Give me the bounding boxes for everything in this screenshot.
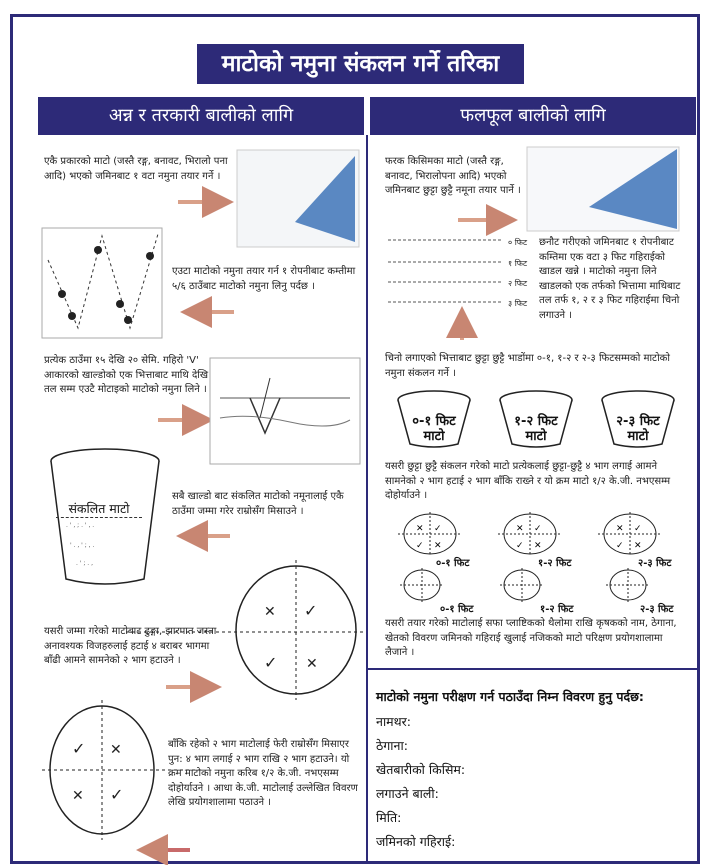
pot-label-0: ०-१ फिट माटो <box>412 414 456 444</box>
left-step-3-text: प्रत्येक ठाउँमा १५ देखि २० सेमि. गहिरो 'V' आकारको खाल्डोको एक भित्ताबाट माथि देखि तल सम्म एउटै मोटाइको माटोको नमुना लिने । <box>44 355 209 395</box>
soil-field-image <box>527 147 679 231</box>
left-arrow-icon <box>136 844 192 856</box>
quartered-soil-circle-icon <box>226 560 366 700</box>
right-arrow-icon <box>178 196 234 208</box>
soil-field-image <box>237 150 359 247</box>
right-step-2-text: छनौट गरीएको जमिनबाट १ रोपनीबाट कम्तिमा एक वटा ३ फिट गहिराईको खाडल खन्ने । माटोको नमुना लिने खाडलको एक तर्फको भित्तामा माथिबाट तल तर्फ १, २ र ३ फिट गहिराईमा चिनो लगाउने । <box>539 237 681 321</box>
right-arrow-icon <box>458 214 518 226</box>
svg-text:✕: ✕ <box>110 742 122 758</box>
left-step-5-text: यसरी जम्मा गरेको माटोबाट ढुङ्गा, झारपात जस्ता अनावश्यक विजहरुलाई हटाई ४ बराबर भागमा बाँढी आमने सामनेको २ भाग हटाउने । <box>44 626 217 666</box>
circle-label-1: १-२ फिट <box>540 604 574 615</box>
svg-text:✓: ✓ <box>304 601 318 620</box>
right-step-5-text: यसरी तयार गरेको माटोलाई सफा प्लाष्टिकको थैलोमा राखि कृषकको नाम, ठेगाना, खेतको विवरण जमिनको गहिराई खुलाई नजिकको माटो परिक्षण प्रयोगशालामा लैजाने । <box>385 618 677 658</box>
svg-text:✓: ✓ <box>416 541 424 551</box>
left-step-4-text: सबै खाल्डो बाट संकलित माटोको नमूनालाई एकै ठाउँमा जम्मा गरेर राम्रोसँग मिसाउने । <box>172 491 344 517</box>
quartered-circle-icon <box>498 512 562 556</box>
form-field-date: मिति: <box>376 810 402 825</box>
circle-label-0: ०-१ फिट <box>436 558 470 569</box>
svg-text:✓: ✓ <box>616 541 624 551</box>
svg-text:✓: ✓ <box>264 653 278 672</box>
svg-text:. ' , ; . ' , .: . ' , ; . ' , . <box>66 522 95 529</box>
quartered-soil-circle-icon <box>42 700 162 840</box>
svg-text:✕: ✕ <box>516 524 524 534</box>
svg-text:✓: ✓ <box>634 524 642 534</box>
depth-label-0: ० फिट <box>508 238 527 247</box>
form-divider <box>368 668 697 670</box>
left-step-6-text: बाँकि रहेको २ भाग माटोलाई फेरी राम्रोसँग मिसाएर पुन: ४ भाग लगाई २ भाग राखि २ भाग हटाउने। यो क्रम माटोको नमुना करिब १/२ के.जी. नभएसम्म दोहोर्याउने । आधा के.जी. माटोलाई उल्लेखित विवरण लेखि प्रयोगशालामा पठाउने । <box>168 739 358 808</box>
column-divider <box>366 135 368 862</box>
svg-text:✕: ✕ <box>534 541 542 551</box>
quartered-circle-icon <box>500 568 544 602</box>
quartered-circle-icon <box>598 512 662 556</box>
right-step-4-text: यसरी छुट्टा छुट्टै संकलन गरेको माटो प्रत्येकलाई छुट्टा-छुट्टै ४ भाग लगाई आमने सामनेको २ भाग हटाई २ भाग बाँकि राख्ने र यो क्रम माटो १/२ के.जी. नभएसम्म दोहोर्याउने । <box>385 461 671 501</box>
circle-label-0: ०-१ फिट <box>440 604 474 615</box>
form-field-depth: जमिनको गहिराई: <box>376 834 456 849</box>
svg-text:✕: ✕ <box>416 524 424 534</box>
quartered-circle-icon <box>606 568 650 602</box>
pit-depth-diagram <box>384 232 504 308</box>
form-field-crop: लगाउने बाली: <box>376 786 439 801</box>
svg-text:' . , ' ; , .: ' . , ' ; , . <box>70 542 95 549</box>
circle-label-2: २-३ फिट <box>638 558 672 569</box>
svg-text:✕: ✕ <box>616 524 624 534</box>
zigzag-sampling-icon <box>42 228 162 338</box>
svg-text:✕: ✕ <box>264 604 276 620</box>
right-step-1-text: फरक किसिमका माटो (जस्तै रङ्ग, बनावट, भिरालोपना आदि) भएको जमिनबाट छुट्टा छुट्टै नमूना तयार पार्ने । <box>385 156 521 196</box>
quartered-circle-icon <box>400 568 444 602</box>
left-step-1-text: एकै प्रकारको माटो (जस्तै रङ्ग, बनावट, भिरालो पना आदि) भएको जमिनबाट १ वटा नमुना तयार गर्ने । <box>44 156 228 182</box>
pot-label-1: १-२ फिट माटो <box>514 414 558 444</box>
svg-text:✓: ✓ <box>516 541 524 551</box>
circle-label-1: १-२ फिट <box>538 558 572 569</box>
depth-label-3: ३ फिट <box>508 299 527 308</box>
left-arrow-icon <box>180 306 236 318</box>
depth-label-2: २ फिट <box>508 279 527 288</box>
form-field-name: नामथर: <box>376 714 411 729</box>
pot-label-2: २-३ फिट माटो <box>616 414 660 444</box>
svg-text:✓: ✓ <box>72 739 86 758</box>
svg-text:✕: ✕ <box>306 656 318 672</box>
circle-label-2: २-३ फिट <box>640 604 674 615</box>
left-column-heading: अन्न र तरकारी बालीको लागि <box>38 97 364 135</box>
depth-label-1: १ फिट <box>508 259 527 268</box>
quartered-circle-icon <box>398 512 462 556</box>
svg-text:✓: ✓ <box>110 785 124 804</box>
left-arrow-icon <box>176 530 232 542</box>
svg-text:✓: ✓ <box>434 524 442 534</box>
form-heading: माटोको नमुना परीक्षण गर्न पठाउँदा निम्न विवरण हुनु पर्दछ: <box>376 689 644 704</box>
right-step-3-text: चिनो लगाएको भित्ताबाट छुट्टा छुट्टै भाडोंमा ०-१, १-२ र २-३ फिटसम्मको माटोको नमुना संकलन गर्ने । <box>385 353 670 379</box>
v-pit-sketch-image <box>210 358 360 464</box>
form-field-address: ठेगाना: <box>376 738 408 753</box>
svg-text:. ' ; . ,: . ' ; . , <box>76 560 94 567</box>
svg-text:✕: ✕ <box>72 788 84 804</box>
svg-text:✕: ✕ <box>434 541 442 551</box>
form-field-land-type: खेतबारीको किसिम: <box>376 762 466 777</box>
right-arrow-icon <box>166 681 222 693</box>
right-column-heading: फलफूल बालीको लागि <box>370 97 696 135</box>
left-step-2-text: एउटा माटोको नमुना तयार गर्न १ रोपनीबाट कम्तीमा ५/६ ठाउँबाट माटोको नमुना लिनु पर्दछ । <box>172 266 356 292</box>
page-title: माटोको नमुना संकलन गर्ने तरिका <box>197 44 524 84</box>
up-arrow-icon <box>452 306 472 342</box>
right-arrow-icon <box>158 414 214 426</box>
svg-text:✓: ✓ <box>534 524 542 534</box>
bucket-label: संकलित माटो <box>56 500 142 518</box>
svg-text:✕: ✕ <box>634 541 642 551</box>
